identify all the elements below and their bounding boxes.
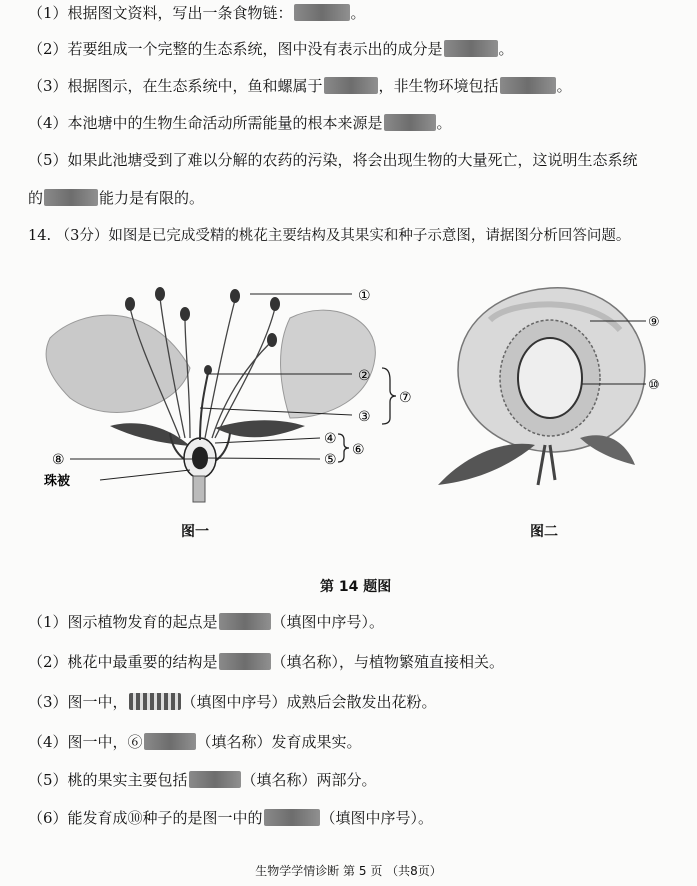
q13-line-6 bbox=[28, 188, 204, 208]
q14-line-5 bbox=[28, 770, 377, 790]
q14-s6-end: （填图中序号）。 bbox=[320, 809, 434, 827]
q13-s4-end: 。 bbox=[436, 114, 452, 132]
answer-blank bbox=[294, 4, 350, 21]
label-2: ② bbox=[358, 368, 371, 384]
label-4: ④ bbox=[324, 431, 337, 447]
answer-blank bbox=[189, 771, 241, 788]
answer-blank bbox=[44, 189, 98, 206]
petal-right bbox=[281, 310, 376, 418]
figure-2-fruit bbox=[430, 280, 670, 495]
flower-stalk bbox=[193, 476, 205, 502]
figure-1-caption: 图一 bbox=[181, 524, 209, 540]
answer-blank bbox=[129, 693, 181, 710]
q13-s5-pre: 的 bbox=[28, 189, 44, 207]
q13-s5-end: 能力是有限的。 bbox=[99, 189, 205, 207]
q13-s1-text: （1）根据图文资料，写出一条食物链： bbox=[28, 4, 293, 22]
q13-line-5 bbox=[28, 150, 638, 170]
q13-s1-end: 。 bbox=[350, 4, 366, 22]
q14-line-1 bbox=[28, 612, 384, 632]
q14-s3-end: （填图中序号）成熟后会散发出花粉。 bbox=[181, 693, 437, 711]
label-1: ① bbox=[358, 288, 371, 304]
q14-s2-end: （填名称），与植物繁殖直接相关。 bbox=[271, 653, 505, 671]
q13-line-4 bbox=[28, 113, 452, 133]
q13-s2-text: （2）若要组成一个完整的生态系统，图中没有表示出的成分是 bbox=[28, 40, 443, 58]
q14-s5-end: （填名称）两部分。 bbox=[241, 771, 377, 789]
label-5: ⑤ bbox=[324, 452, 337, 468]
label-3: ③ bbox=[358, 409, 371, 425]
answer-blank bbox=[500, 77, 556, 94]
q13-s4-text: （4）本池塘中的生物生命活动所需能量的根本来源是 bbox=[28, 114, 383, 132]
q14-intro: 14. （3分）如图是已完成受精的桃花主要结构及其果实和种子示意图，请据图分析回答问题。 bbox=[28, 228, 631, 244]
page-footer: 生物学学情诊断 第 5 页 （共8页） bbox=[255, 864, 442, 878]
q13-s2-end: 。 bbox=[498, 40, 514, 58]
answer-blank bbox=[219, 653, 271, 670]
answer-blank bbox=[444, 40, 498, 57]
q14-s2-text: （2）桃花中最重要的结构是 bbox=[28, 653, 218, 671]
answer-blank bbox=[219, 613, 271, 630]
label-zhubei: 珠被 bbox=[44, 474, 71, 489]
answer-blank bbox=[324, 77, 378, 94]
label-6: ⑥ bbox=[352, 442, 365, 458]
q14-s4-end: （填名称）发育成果实。 bbox=[196, 733, 362, 751]
leaf-right bbox=[580, 435, 635, 465]
answer-blank bbox=[384, 114, 436, 131]
q14-s1-text: （1）图示植物发育的起点是 bbox=[28, 613, 218, 631]
answer-blank bbox=[264, 809, 320, 826]
q13-s3-end: 。 bbox=[556, 77, 572, 95]
q14-s6-text: （6）能发育成⑩种子的是图一中的 bbox=[28, 809, 263, 827]
q14-s5-text: （5）桃的果实主要包括 bbox=[28, 771, 188, 789]
q13-s3-mid: ，非生物环境包括 bbox=[378, 77, 499, 95]
label-9: ⑨ bbox=[648, 315, 660, 330]
q14-line-6 bbox=[28, 808, 433, 828]
leaf-left bbox=[438, 444, 535, 485]
q14-s1-end: （填图中序号）。 bbox=[271, 613, 385, 631]
q13-line-2 bbox=[28, 39, 514, 59]
q13-line-3 bbox=[28, 76, 572, 96]
label-7: ⑦ bbox=[399, 390, 412, 406]
answer-blank bbox=[144, 733, 196, 750]
q13-s5-text: （5）如果此池塘受到了难以分解的农药的污染，将会出现生物的大量死亡，这说明生态系统 bbox=[28, 151, 638, 169]
figure-title: 第 14 题图 bbox=[320, 579, 392, 595]
seed bbox=[518, 338, 582, 418]
q14-line-2 bbox=[28, 652, 504, 672]
figure-2-caption: 图二 bbox=[530, 524, 558, 540]
label-10: ⑩ bbox=[648, 378, 660, 393]
q14-s3-text: （3）图一中， bbox=[28, 693, 128, 711]
q14-line-4 bbox=[28, 732, 362, 752]
q13-line-1 bbox=[28, 3, 366, 23]
figure-1-flower bbox=[40, 278, 420, 503]
sepal-right bbox=[215, 420, 305, 437]
label-8: ⑧ bbox=[52, 452, 65, 468]
q14-s4-text: （4）图一中，⑥ bbox=[28, 733, 143, 751]
q13-s3-text: （3）根据图示，在生态系统中，鱼和螺属于 bbox=[28, 77, 323, 95]
petal-left bbox=[46, 315, 190, 412]
q14-line-3 bbox=[28, 692, 437, 712]
